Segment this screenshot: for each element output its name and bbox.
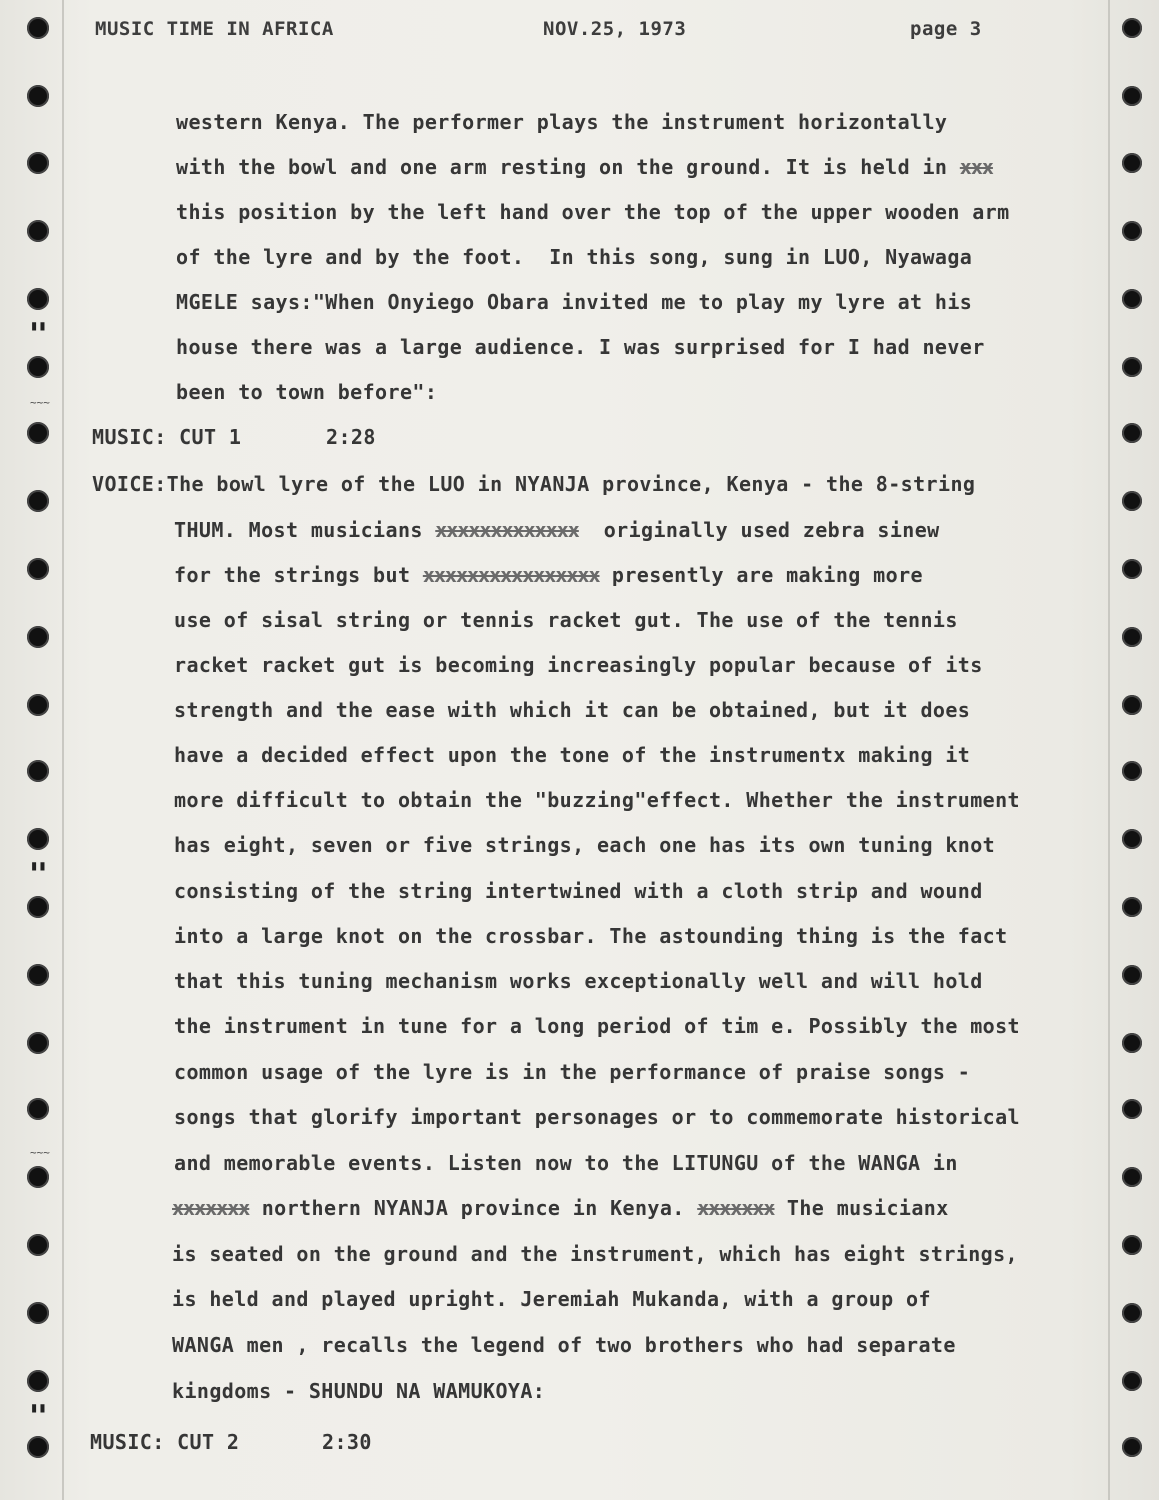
text-line: and memorable events. Listen now to the LITUNGU of the WANGA in bbox=[174, 1151, 958, 1175]
feed-hole-right bbox=[1122, 1167, 1142, 1187]
feed-hole-left bbox=[27, 558, 49, 580]
text-line: xxxxxxx northern NYANJA province in Kenya. xxxxxxx The musicianx bbox=[172, 1196, 949, 1220]
right-margin-line bbox=[1108, 0, 1110, 1500]
feed-hole-left bbox=[27, 760, 49, 782]
feed-hole-right bbox=[1122, 18, 1142, 38]
left-margin-line bbox=[62, 0, 64, 1500]
text-line: house there was a large audience. I was surprised for I had never bbox=[176, 335, 985, 359]
text-line: THUM. Most musicians xxxxxxxxxxxxx originally used zebra sinew bbox=[174, 518, 940, 542]
feed-hole-left bbox=[27, 1302, 49, 1324]
feed-hole-right bbox=[1122, 289, 1142, 309]
text-line: has eight, seven or five strings, each one has its own tuning knot bbox=[174, 833, 996, 857]
feed-hole-left bbox=[27, 152, 49, 174]
feed-hole-left bbox=[27, 626, 49, 648]
text-line: have a decided effect upon the tone of the instrumentx making it bbox=[174, 743, 971, 767]
feed-hole-left bbox=[27, 220, 49, 242]
text-line: that this tuning mechanism works exceptionally well and will hold bbox=[174, 969, 983, 993]
voice-first-line: VOICE:The bowl lyre of the LUO in NYANJA province, Kenya - the 8-string bbox=[92, 472, 976, 496]
text-line: WANGA men , recalls the legend of two brothers who had separate bbox=[172, 1333, 956, 1357]
feed-hole-right bbox=[1122, 829, 1142, 849]
feed-hole-left bbox=[27, 1234, 49, 1256]
feed-hole-left bbox=[27, 694, 49, 716]
feed-hole-left bbox=[27, 1032, 49, 1054]
text-line: consisting of the string intertwined with a cloth strip and wound bbox=[174, 879, 983, 903]
feed-hole-right bbox=[1122, 1099, 1142, 1119]
text-line: for the strings but xxxxxxxxxxxxxxxx presently are making more bbox=[174, 563, 923, 587]
feed-hole-right bbox=[1122, 1033, 1142, 1053]
struck-out-text: xxx bbox=[959, 155, 993, 179]
margin-mark: ▮▮ bbox=[30, 1400, 47, 1416]
text-line: use of sisal string or tennis racket gut. The use of the tennis bbox=[174, 608, 958, 632]
music-cue-duration: 2:30 bbox=[322, 1430, 372, 1454]
feed-hole-left bbox=[27, 896, 49, 918]
margin-tick: ~~~ bbox=[30, 1146, 50, 1159]
feed-hole-right bbox=[1122, 1303, 1142, 1323]
feed-hole-right bbox=[1122, 1235, 1142, 1255]
text-line: more difficult to obtain the "buzzing"effect. Whether the instrument bbox=[174, 788, 1020, 812]
music-cue-duration: 2:28 bbox=[326, 425, 376, 449]
struck-out-text: xxxxxxxxxxxxxxxx bbox=[422, 563, 600, 587]
feed-hole-right bbox=[1122, 153, 1142, 173]
struck-out-text: xxxxxxx bbox=[697, 1196, 775, 1220]
header-program: MUSIC TIME IN AFRICA bbox=[95, 18, 334, 40]
text-line: is seated on the ground and the instrument, which has eight strings, bbox=[172, 1242, 1018, 1266]
feed-hole-right bbox=[1122, 965, 1142, 985]
margin-mark: ▮▮ bbox=[30, 318, 47, 334]
feed-hole-right bbox=[1122, 695, 1142, 715]
text-line: the instrument in tune for a long period of tim e. Possibly the most bbox=[174, 1014, 1020, 1038]
voice-label: VOICE: bbox=[92, 472, 167, 496]
text-line: common usage of the lyre is in the performance of praise songs - bbox=[174, 1060, 971, 1084]
text-line: western Kenya. The performer plays the instrument horizontally bbox=[176, 110, 948, 134]
music-cue-label: MUSIC: CUT 1 bbox=[92, 425, 242, 449]
feed-hole-right bbox=[1122, 559, 1142, 579]
struck-out-text: xxxxxxxxxxxxx bbox=[435, 518, 579, 542]
header-date: NOV.25, 1973 bbox=[543, 18, 687, 40]
feed-hole-left bbox=[27, 422, 49, 444]
feed-hole-right bbox=[1122, 86, 1142, 106]
text-line: into a large knot on the crossbar. The astounding thing is the fact bbox=[174, 924, 1008, 948]
text-line: kingdoms - SHUNDU NA WAMUKOYA: bbox=[172, 1379, 546, 1403]
feed-hole-right bbox=[1122, 423, 1142, 443]
feed-hole-right bbox=[1122, 221, 1142, 241]
text-line: with the bowl and one arm resting on the ground. It is held in xxx bbox=[176, 155, 993, 179]
text-line: this position by the left hand over the top of the upper wooden arm bbox=[176, 200, 1010, 224]
feed-hole-left bbox=[27, 1436, 49, 1458]
feed-hole-right bbox=[1122, 1437, 1142, 1457]
feed-hole-left bbox=[27, 1098, 49, 1120]
feed-hole-right bbox=[1122, 357, 1142, 377]
text-line: is held and played upright. Jeremiah Mukanda, with a group of bbox=[172, 1287, 931, 1311]
feed-hole-left bbox=[27, 356, 49, 378]
text-line: strength and the ease with which it can be obtained, but it does bbox=[174, 698, 971, 722]
text-line: songs that glorify important personages or to commemorate historical bbox=[174, 1105, 1020, 1129]
text-line: racket racket gut is becoming increasingly popular because of its bbox=[174, 653, 983, 677]
music-cue-label: MUSIC: CUT 2 bbox=[90, 1430, 240, 1454]
feed-hole-left bbox=[27, 17, 49, 39]
feed-hole-left bbox=[27, 828, 49, 850]
margin-tick: ~~~ bbox=[30, 396, 50, 409]
header-page-number: page 3 bbox=[910, 18, 982, 40]
text-line: been to town before": bbox=[176, 380, 438, 404]
feed-hole-right bbox=[1122, 897, 1142, 917]
feed-hole-left bbox=[27, 1166, 49, 1188]
text-line: MGELE says:"When Onyiego Obara invited me to play my lyre at his bbox=[176, 290, 973, 314]
feed-hole-left bbox=[27, 964, 49, 986]
feed-hole-right bbox=[1122, 627, 1142, 647]
feed-hole-left bbox=[27, 288, 49, 310]
text-line: of the lyre and by the foot. In this song, sung in LUO, Nyawaga bbox=[176, 245, 973, 269]
feed-hole-right bbox=[1122, 491, 1142, 511]
feed-hole-left bbox=[27, 85, 49, 107]
struck-out-text: xxxxxxx bbox=[172, 1196, 250, 1220]
feed-hole-right bbox=[1122, 761, 1142, 781]
feed-hole-left bbox=[27, 490, 49, 512]
feed-hole-left bbox=[27, 1370, 49, 1392]
feed-hole-right bbox=[1122, 1371, 1142, 1391]
margin-mark: ▮▮ bbox=[30, 858, 47, 874]
